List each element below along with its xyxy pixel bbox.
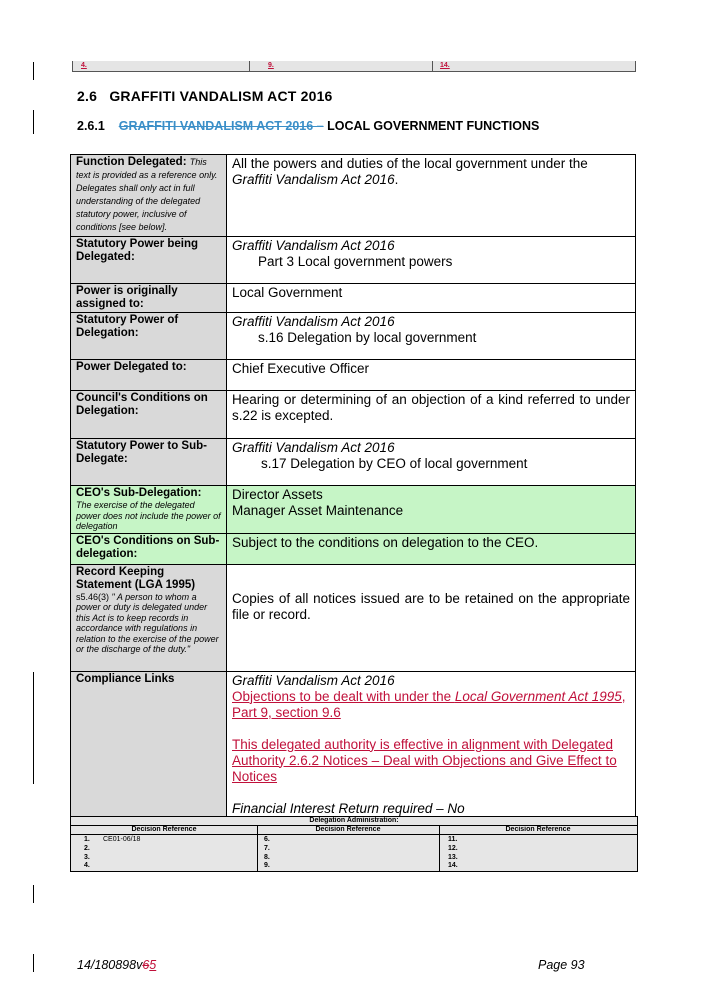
delegation-administration: Delegation Administration: Decision Reference Decision Reference Decision Reference 1. CE01-06/18 2. 3. 4. 6. 7. 8. 9. 11. 12. 13. 14. <box>70 816 638 872</box>
table-row <box>71 564 636 671</box>
row-label: Council's Conditions on Delegation: <box>71 391 227 439</box>
admin-title: Delegation Administration: <box>309 817 399 824</box>
row-label: Statutory Power to Sub-Delegate: <box>71 439 227 486</box>
section-heading <box>77 88 333 104</box>
table-row <box>71 486 636 534</box>
row-value: Subject to the conditions on delegation to the CEO. <box>227 533 636 564</box>
reference-note: " A person to whom a power or duty is delegated under this Act is to keep records in accordance with regulations in relation to the exercise of the power or the discharge of the duty." <box>76 591 219 654</box>
row-label: Power is originally assigned to: <box>71 284 227 313</box>
row-value: Chief Executive Officer <box>227 360 636 391</box>
row-value: Graffiti Vandalism Act 2016 Objections to be dealt with under the Local Government Act 1995, Part 9, section 9.6 This delegated authority is effective in alignment with Delegated Authority 2.6.2 Notices – Deal with Objections and Give Effect to Notices Financial Interest Return required – No <box>227 671 636 818</box>
table-cell: 4. <box>81 62 87 69</box>
subsection-heading <box>77 119 539 133</box>
reference-note: The exercise of the delegated power does not include the power of delegation <box>76 500 221 531</box>
table-row <box>71 313 636 360</box>
page-number: Page 93 <box>538 958 585 972</box>
table-row <box>71 391 636 439</box>
column-header: Decision Reference <box>315 826 381 833</box>
previous-table-remnant <box>72 61 636 72</box>
table-row <box>71 439 636 486</box>
delegation-table <box>70 154 636 819</box>
row-label: CEO's Sub-Delegation: The exercise of the delegated power does not include the power of delegation <box>71 486 227 534</box>
section-title: GRAFFITI VANDALISM ACT 2016 <box>109 88 333 104</box>
subsection-title: LOCAL GOVERNMENT FUNCTIONS <box>327 119 540 133</box>
row-label: Compliance Links <box>71 671 227 818</box>
row-label: CEO's Conditions on Sub-delegation: <box>71 533 227 564</box>
change-bar <box>33 954 34 972</box>
subsection-number: 2.6.1 <box>77 119 105 133</box>
reference-note: This text is provided as a reference only. Delegates shall only act in full understanding of the delegated statutory power, inclusive of conditions [see below]. <box>76 157 218 232</box>
row-value: Local Government <box>227 284 636 313</box>
row-label: Function Delegated: This text is provided as a reference only. Delegates shall only act in full understanding of the delegated statutory power, inclusive of conditions [see below]. <box>71 155 227 237</box>
column-header: Decision Reference <box>131 826 197 833</box>
row-label: Power Delegated to: <box>71 360 227 391</box>
row-value: All the powers and duties of the local government under the Graffiti Vandalism Act 2016. <box>227 155 636 237</box>
row-label: Statutory Power being Delegated: <box>71 237 227 284</box>
document-reference: 14/180898v65 <box>77 958 157 972</box>
row-value: Hearing or determining of an objection of a kind referred to under s.22 is excepted. <box>227 391 636 439</box>
table-row <box>71 671 636 818</box>
table-cell: 14. <box>440 62 450 69</box>
row-value: Graffiti Vandalism Act 2016 s.16 Delegation by local government <box>227 313 636 360</box>
table-row <box>71 237 636 284</box>
row-value: Graffiti Vandalism Act 2016 s.17 Delegation by CEO of local government <box>227 439 636 486</box>
table-row <box>71 284 636 313</box>
compliance-link[interactable]: This delegated authority is effective in alignment with Delegated Authority 2.6.2 Notices – Deal with Objections and Give Effect to Notices <box>232 736 617 784</box>
change-bar <box>33 62 34 80</box>
section-number: 2.6 <box>77 88 98 104</box>
table-row <box>71 533 636 564</box>
row-value: Graffiti Vandalism Act 2016 Part 3 Local government powers <box>227 237 636 284</box>
column-header: Decision Reference <box>505 826 571 833</box>
table-row <box>71 155 636 237</box>
deleted-text: GRAFFITI VANDALISM ACT 2016 – <box>118 119 324 133</box>
change-bar <box>33 110 34 134</box>
deleted-text: 6 <box>142 958 150 972</box>
table-row <box>71 360 636 391</box>
decision-reference: CE01-06/18 <box>103 836 141 843</box>
row-value: Director Assets Manager Asset Maintenance <box>227 486 636 534</box>
row-label: Record Keeping Statement (LGA 1995) s5.46(3) " A person to whom a power or duty is delegated under this Act is to keep records in accordance with regulations in relation to the exercise of the power or the discharge of the duty." <box>71 564 227 671</box>
compliance-link[interactable]: Objections to be dealt with under the Local Government Act 1995, Part 9, section 9.6 <box>232 688 626 720</box>
row-label: Statutory Power of Delegation: <box>71 313 227 360</box>
inserted-text: 5 <box>149 958 157 972</box>
change-bar <box>33 885 34 903</box>
row-value: Copies of all notices issued are to be retained on the appropriate file or record. <box>227 564 636 671</box>
table-cell: 9. <box>268 62 274 69</box>
change-bar <box>33 672 34 784</box>
